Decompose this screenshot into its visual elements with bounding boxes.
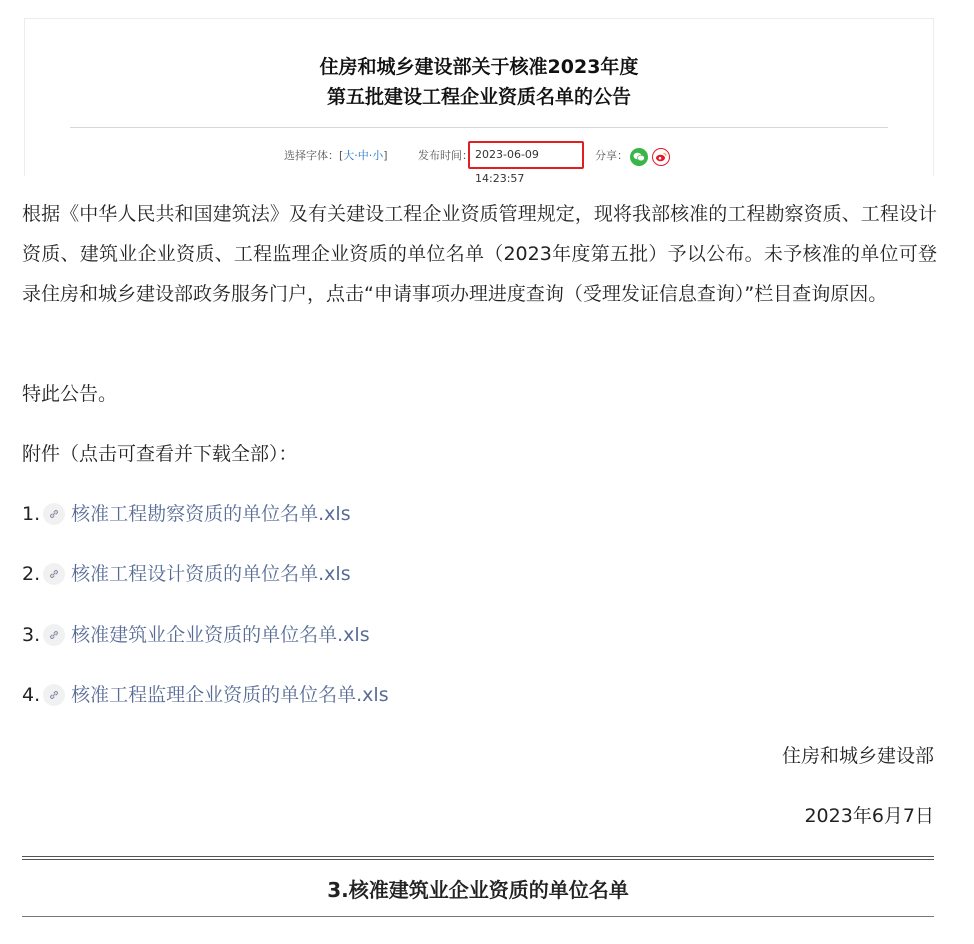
announcement-title-line1: 住房和城乡建设部关于核准2023年度	[319, 56, 639, 78]
attachment-link-design[interactable]: 核准工程设计资质的单位名单.xls	[71, 563, 351, 585]
font-medium-link[interactable]: 中	[357, 149, 369, 162]
announcement-body-paragraph: 根据《中华人民共和国建筑法》及有关建设工程企业资质管理规定，现将我部核准的工程勘察资质、工程设计资质、建筑业企业资质、工程监理企业资质的单位名单（2023年度第五批）予以公布。未予核准的单位可登录住房和城乡建设部政务服务门户，点击“申请事项办理进度查询（受理发证信息查询）”栏目查询原因。	[22, 203, 937, 305]
announcement-meta-bar	[25, 141, 933, 185]
attachment-item	[22, 675, 389, 715]
attachments-intro: 附件（点击可查看并下载全部）：	[22, 443, 298, 465]
announcement-screenshot	[24, 18, 934, 185]
title-divider	[70, 127, 888, 128]
attachment-number: 4.	[22, 684, 41, 706]
signature: 住房和城乡建设部	[781, 745, 934, 767]
font-size-close: ]	[383, 149, 388, 162]
attachment-number: 2.	[22, 563, 41, 585]
font-small-link[interactable]: 小	[372, 149, 384, 162]
font-size-label: 选择字体：[	[284, 149, 344, 162]
weibo-share-icon[interactable]	[652, 148, 670, 166]
announcement-title-line2: 第五批建设工程企业资质名单的公告	[326, 86, 631, 108]
section-title: 3.核准建筑业企业资质的单位名单	[327, 878, 629, 902]
attachment-item	[22, 615, 370, 655]
wechat-share-icon[interactable]	[630, 148, 648, 166]
link-icon	[43, 503, 65, 525]
attachment-link-survey[interactable]: 核准工程勘察资质的单位名单.xls	[71, 503, 351, 525]
attachment-item	[22, 494, 351, 534]
closing-statement: 特此公告。	[22, 383, 118, 405]
signature-date: 2023年6月7日	[804, 805, 934, 827]
link-icon	[43, 563, 65, 585]
attachment-number: 1.	[22, 503, 41, 525]
attachment-link-construction[interactable]: 核准建筑业企业资质的单位名单.xls	[71, 624, 370, 646]
section-divider	[22, 856, 934, 860]
font-separator: ·	[354, 149, 358, 162]
link-icon	[43, 684, 65, 706]
attachment-number: 3.	[22, 624, 41, 646]
attachment-link-supervision[interactable]: 核准工程监理企业资质的单位名单.xls	[71, 684, 389, 706]
section-bottom-divider	[22, 916, 934, 917]
link-icon	[43, 624, 65, 646]
font-large-link[interactable]: 大	[343, 149, 355, 162]
font-separator: ·	[368, 149, 373, 162]
font-size-selector	[284, 141, 388, 171]
share-label: 分享：	[595, 149, 628, 162]
publish-time-value: 2023-06-09 14:23:57	[468, 141, 584, 169]
publish-time-label: 发布时间：	[418, 149, 473, 162]
attachment-item	[22, 554, 351, 594]
